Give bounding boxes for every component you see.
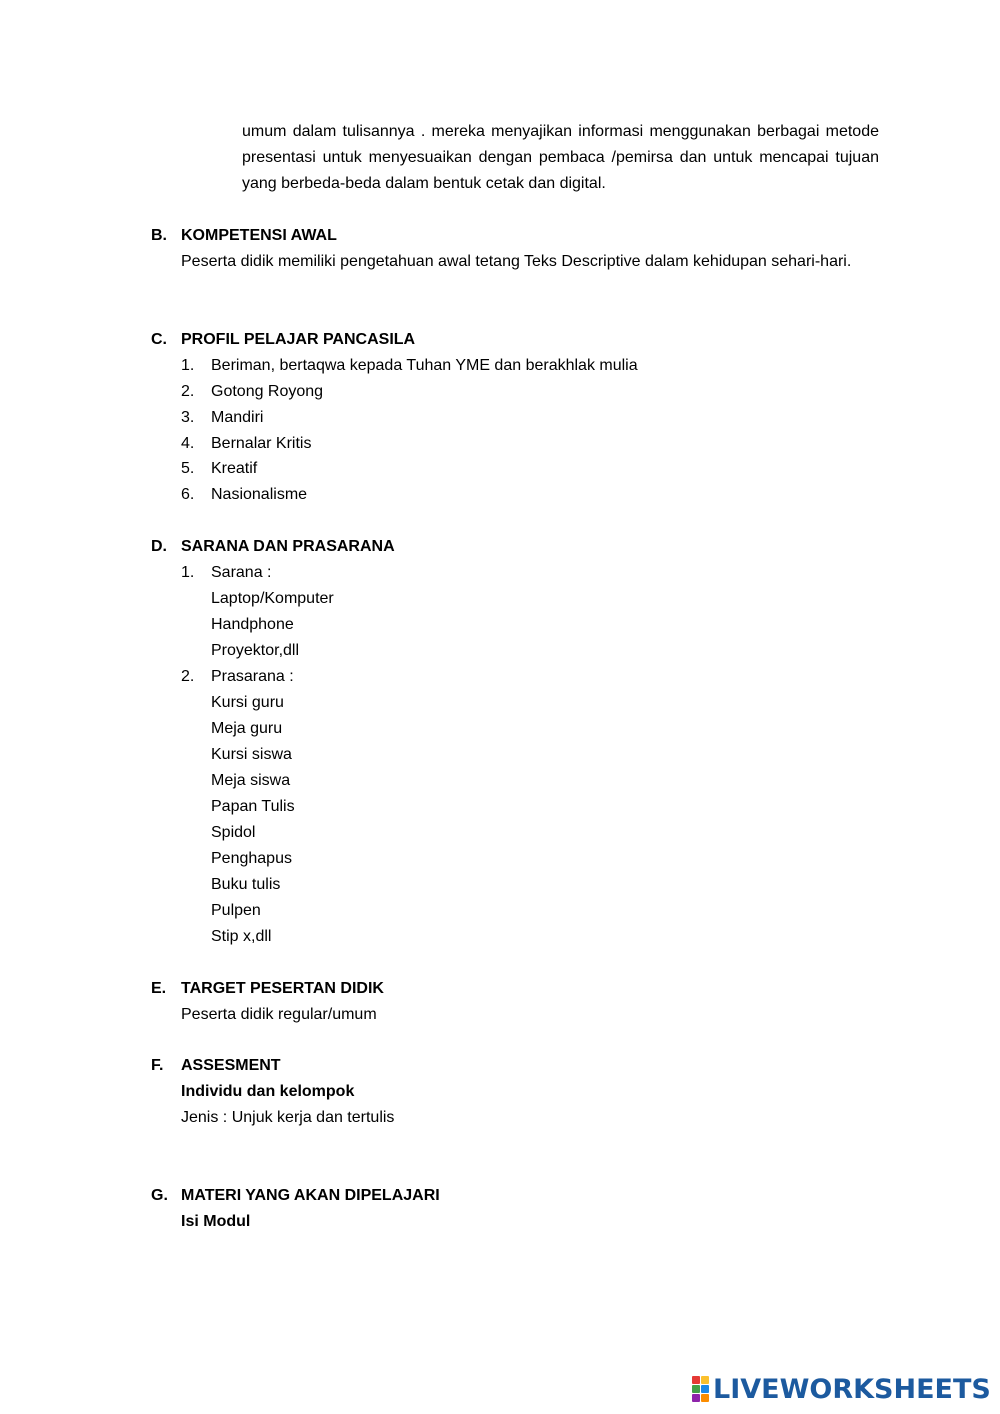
list-item: Kursi siswa bbox=[211, 746, 292, 763]
logo-tile bbox=[701, 1394, 709, 1402]
liveworksheets-logo-icon bbox=[692, 1376, 709, 1402]
list-item-number: 3. bbox=[181, 409, 195, 426]
section-b-text: Peserta didik memiliki pengetahuan awal tetang Teks Descriptive dalam kehidupan sehari-hari. bbox=[181, 253, 852, 270]
list-item: Laptop/Komputer bbox=[211, 590, 334, 607]
list-item: Beriman, bertaqwa kepada Tuhan YME dan berakhlak mulia bbox=[211, 357, 638, 374]
list-item-number: 2. bbox=[181, 383, 195, 400]
list-item: Spidol bbox=[211, 824, 256, 841]
logo-tile bbox=[701, 1385, 709, 1393]
list-item: Meja siswa bbox=[211, 772, 291, 789]
logo-tile bbox=[692, 1376, 700, 1384]
section-g-letter: G. bbox=[151, 1187, 168, 1204]
section-e-letter: E. bbox=[151, 980, 167, 997]
list-item: Gotong Royong bbox=[211, 383, 324, 400]
list-item: Bernalar Kritis bbox=[211, 435, 312, 452]
list-item-number: 4. bbox=[181, 435, 195, 452]
sarana-label: Sarana : bbox=[211, 564, 272, 581]
list-item: Meja guru bbox=[211, 720, 283, 737]
list-item-number: 6. bbox=[181, 486, 195, 503]
list-item: Kursi guru bbox=[211, 694, 284, 711]
section-f-title: ASSESMENT bbox=[181, 1057, 281, 1074]
logo-tile bbox=[701, 1376, 709, 1384]
sarana-number: 1. bbox=[181, 564, 195, 581]
section-d-title: SARANA DAN PRASARANA bbox=[181, 538, 395, 555]
list-item: Pulpen bbox=[211, 902, 261, 919]
section-e-title: TARGET PESERTAN DIDIK bbox=[181, 980, 384, 997]
logo-tile bbox=[692, 1385, 700, 1393]
list-item: Papan Tulis bbox=[211, 798, 295, 815]
section-d-letter: D. bbox=[151, 538, 167, 555]
list-item-number: 5. bbox=[181, 460, 195, 477]
section-f-letter: F. bbox=[151, 1057, 164, 1074]
prasarana-label: Prasarana : bbox=[211, 668, 294, 685]
section-c-letter: C. bbox=[151, 331, 167, 348]
intro-paragraph: umum dalam tulisannya . mereka menyajikan informasi menggunakan berbagai metode presentasi untuk menyesuaikan dengan pembaca /pemirsa dan untuk mencapai tujuan yang berbeda-beda dalam bentuk cetak dan digital. bbox=[242, 123, 879, 192]
list-item: Nasionalisme bbox=[211, 486, 308, 503]
section-f-text: Jenis : Unjuk kerja dan tertulis bbox=[181, 1109, 395, 1126]
prasarana-number: 2. bbox=[181, 668, 195, 685]
list-item: Stip x,dll bbox=[211, 928, 272, 945]
list-item: Mandiri bbox=[211, 409, 264, 426]
section-b-title: KOMPETENSI AWAL bbox=[181, 227, 337, 244]
section-e-text: Peserta didik regular/umum bbox=[181, 1006, 377, 1023]
liveworksheets-logo bbox=[692, 1373, 991, 1405]
list-item: Handphone bbox=[211, 616, 294, 633]
section-b-letter: B. bbox=[151, 227, 167, 244]
list-item: Proyektor,dll bbox=[211, 642, 300, 659]
list-item: Buku tulis bbox=[211, 876, 281, 893]
logo-tile bbox=[692, 1394, 700, 1402]
liveworksheets-logo-text: LIVEWORKSHEETS bbox=[713, 1373, 991, 1405]
list-item-number: 1. bbox=[181, 357, 195, 374]
section-g-title: MATERI YANG AKAN DIPELAJARI bbox=[181, 1187, 440, 1204]
list-item: Penghapus bbox=[211, 850, 292, 867]
list-item: Kreatif bbox=[211, 460, 258, 477]
section-g-subtitle: Isi Modul bbox=[181, 1213, 251, 1230]
section-f-subtitle: Individu dan kelompok bbox=[181, 1083, 355, 1100]
section-c-title: PROFIL PELAJAR PANCASILA bbox=[181, 331, 416, 348]
